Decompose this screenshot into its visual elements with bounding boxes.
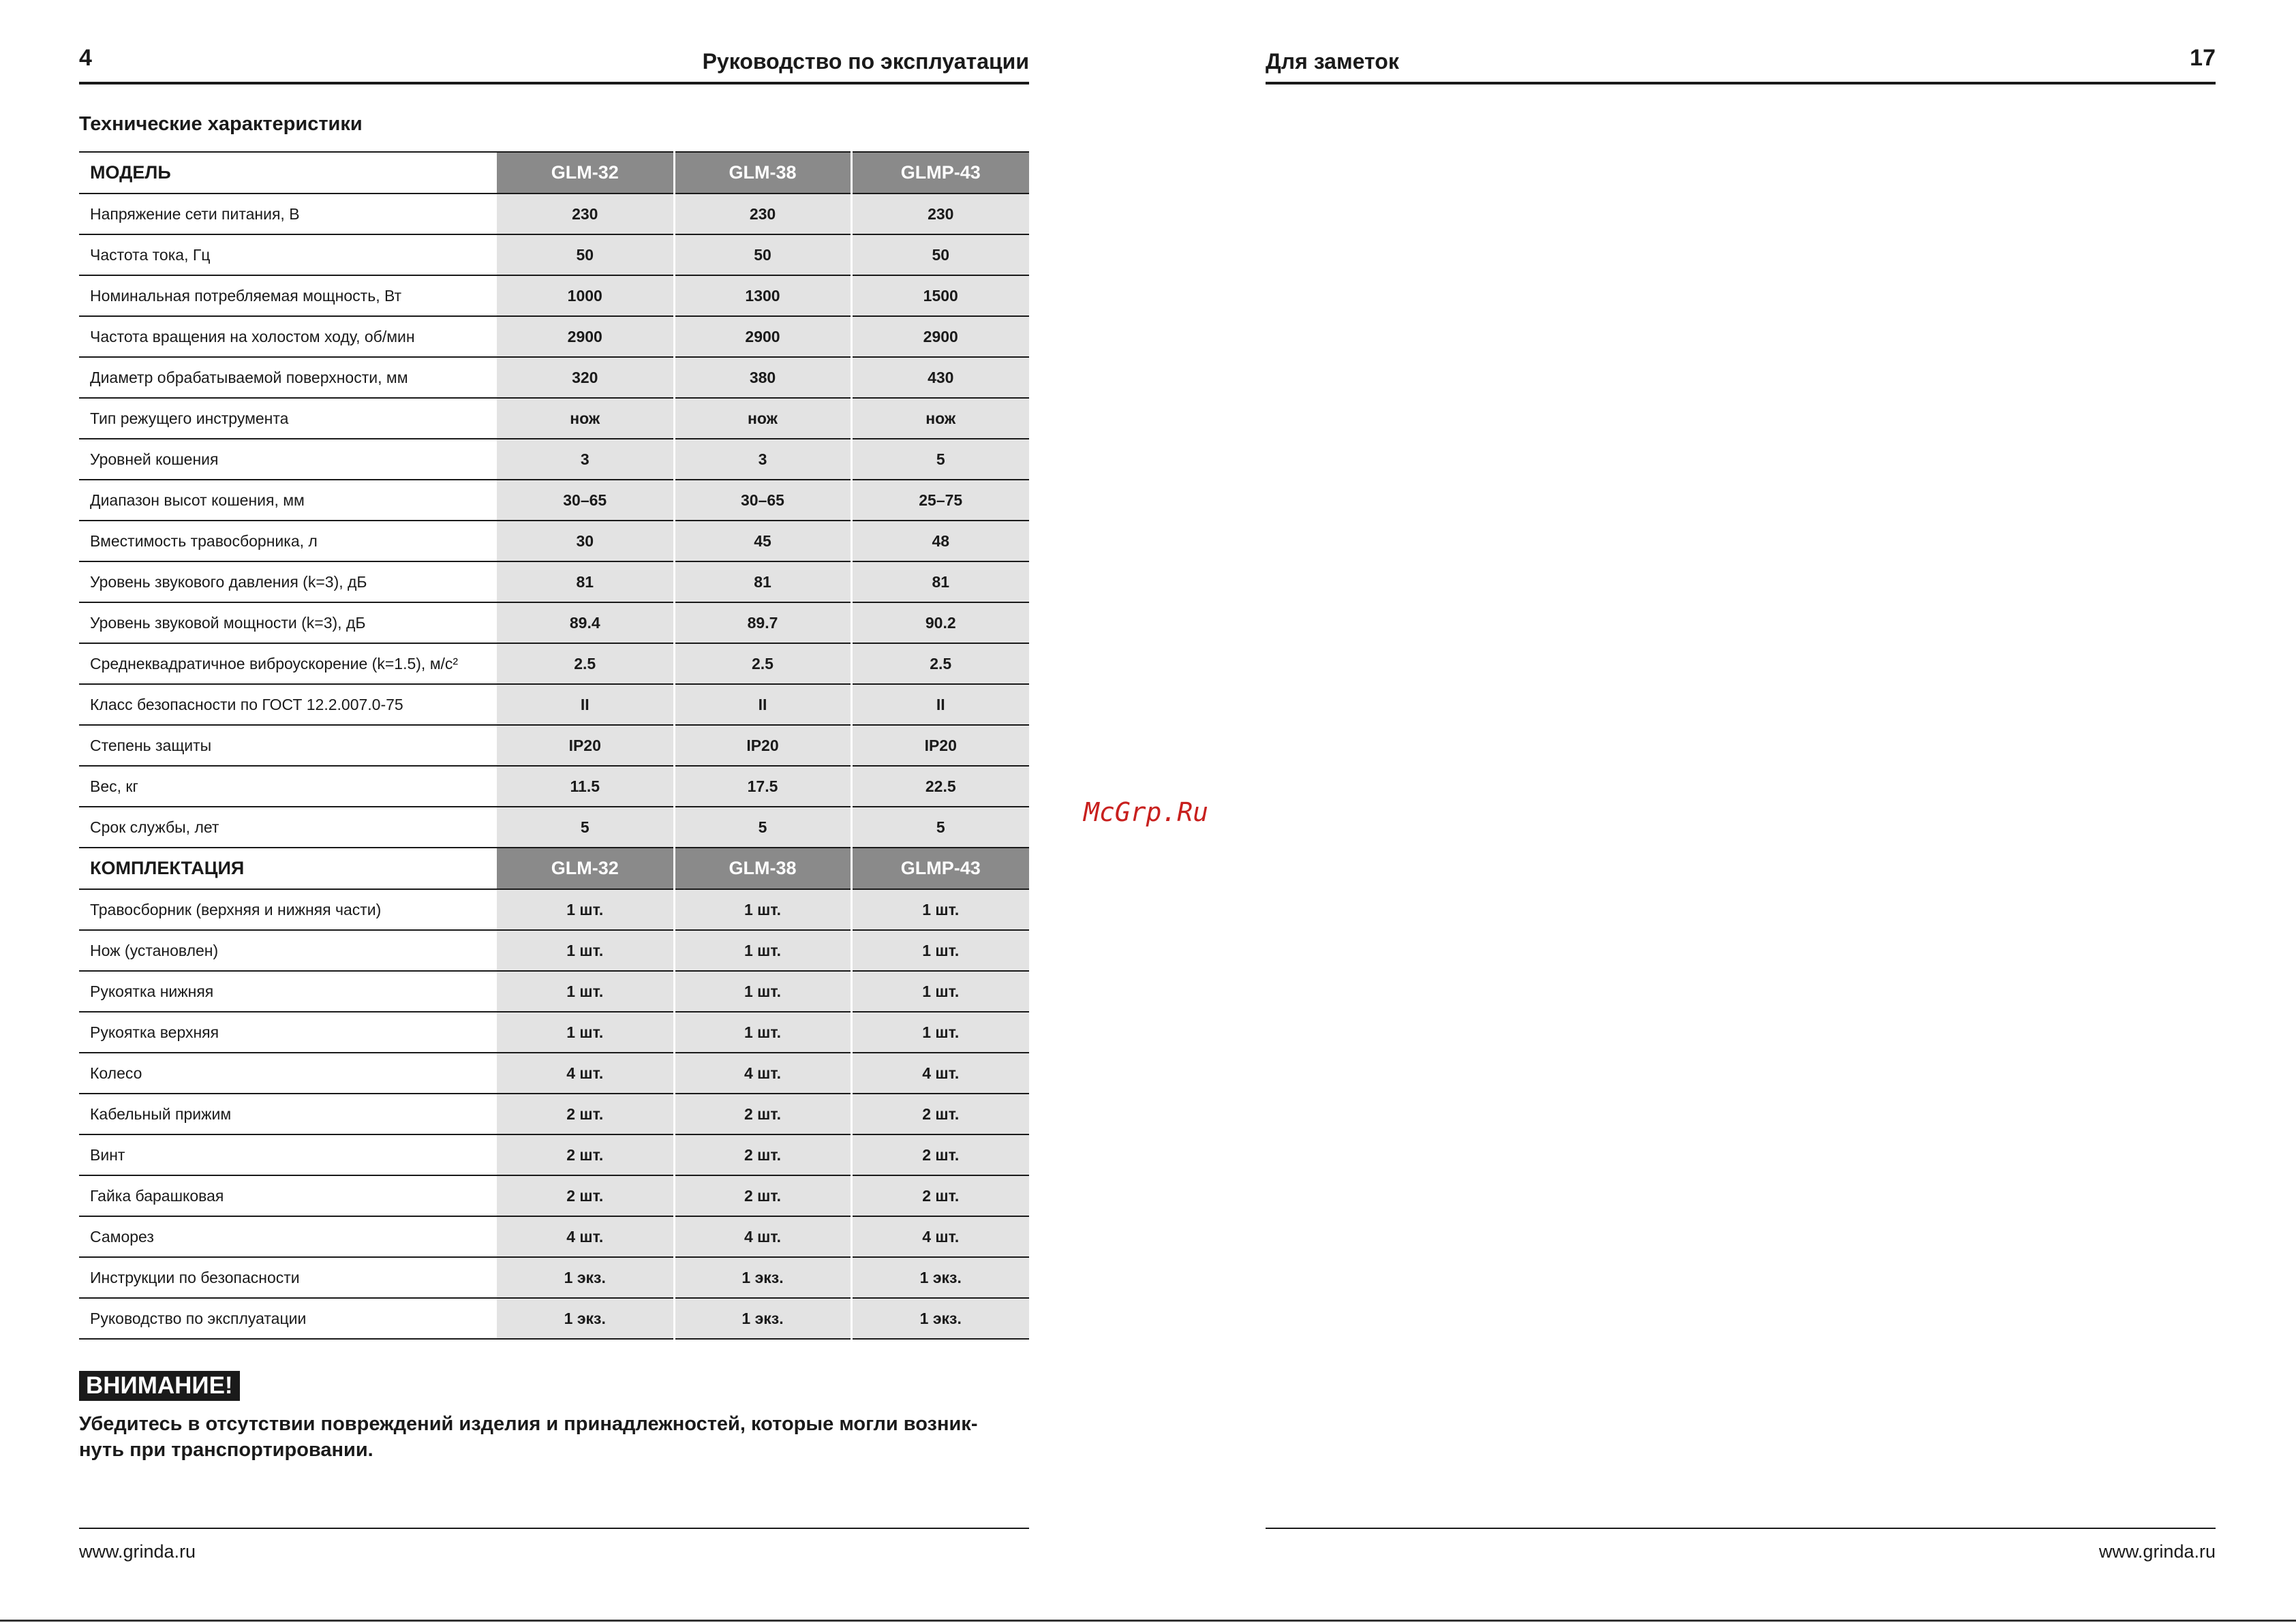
table-row <box>79 1298 1029 1339</box>
value-cell: 81 <box>851 561 1029 602</box>
table-row <box>79 643 1029 684</box>
row-label: Срок службы, лет <box>79 807 497 848</box>
value-cell: 5 <box>851 439 1029 480</box>
value-cell: нож <box>674 398 851 439</box>
value-cell: 45 <box>674 521 851 561</box>
row-label: Вместимость травосборника, л <box>79 521 497 561</box>
row-label: Напряжение сети питания, В <box>79 194 497 234</box>
model-header-cell: GLM-38 <box>674 848 851 889</box>
footer-divider <box>79 1528 1029 1529</box>
table-row <box>79 1012 1029 1053</box>
value-cell: 17.5 <box>674 766 851 807</box>
table-row <box>79 439 1029 480</box>
left-page <box>79 0 1029 1623</box>
value-cell: 22.5 <box>851 766 1029 807</box>
value-cell: 2 шт. <box>674 1134 851 1175</box>
page-header <box>79 44 1029 84</box>
value-cell: 50 <box>674 234 851 275</box>
header-title: Для заметок <box>1266 49 1399 74</box>
value-cell: 89.7 <box>674 602 851 643</box>
value-cell: 1000 <box>497 275 674 316</box>
value-cell: 2900 <box>497 316 674 357</box>
page-number: 17 <box>2190 45 2216 71</box>
value-cell: 1 экз. <box>851 1257 1029 1298</box>
row-label: Уровней кошения <box>79 439 497 480</box>
value-cell: 1 шт. <box>851 1012 1029 1053</box>
table-row <box>79 234 1029 275</box>
value-cell: II <box>851 684 1029 725</box>
value-cell: 1 экз. <box>851 1298 1029 1339</box>
value-cell: 81 <box>674 561 851 602</box>
table-row <box>79 930 1029 971</box>
model-header-cell: GLM-32 <box>497 848 674 889</box>
table-row <box>79 521 1029 561</box>
value-cell: 2.5 <box>497 643 674 684</box>
value-cell: 5 <box>851 807 1029 848</box>
value-cell: 2 шт. <box>497 1134 674 1175</box>
value-cell: 2.5 <box>674 643 851 684</box>
table-row <box>79 602 1029 643</box>
table-row <box>79 971 1029 1012</box>
value-cell: 1 экз. <box>674 1298 851 1339</box>
row-label: Частота тока, Гц <box>79 234 497 275</box>
row-label: Диаметр обрабатываемой поверхности, мм <box>79 357 497 398</box>
row-label: Вес, кг <box>79 766 497 807</box>
value-cell: 2900 <box>674 316 851 357</box>
table-row <box>79 889 1029 930</box>
value-cell: 2 шт. <box>674 1175 851 1216</box>
value-cell: 4 шт. <box>851 1053 1029 1094</box>
value-cell: 1 шт. <box>497 889 674 930</box>
row-label: Класс безопасности по ГОСТ 12.2.007.0-75 <box>79 684 497 725</box>
row-label: Номинальная потребляемая мощность, Вт <box>79 275 497 316</box>
row-label: Рукоятка верхняя <box>79 1012 497 1053</box>
value-cell: 30 <box>497 521 674 561</box>
page-header <box>1266 44 2216 84</box>
table-header-row <box>79 152 1029 194</box>
warning-text-line: Убедитесь в отсутствии повреждений изделия и принадлежностей, которые могли возник- <box>79 1413 978 1435</box>
value-cell: 2 шт. <box>674 1094 851 1134</box>
header-label: КОМПЛЕКТАЦИЯ <box>79 848 497 889</box>
row-label: Уровень звуковой мощности (k=3), дБ <box>79 602 497 643</box>
footer-url[interactable]: www.grinda.ru <box>79 1541 196 1562</box>
value-cell: 230 <box>851 194 1029 234</box>
model-header-cell: GLMP-43 <box>851 152 1029 194</box>
row-label: Травосборник (верхняя и нижняя части) <box>79 889 497 930</box>
model-header-cell: GLM-38 <box>674 152 851 194</box>
row-label: Винт <box>79 1134 497 1175</box>
table-row <box>79 1257 1029 1298</box>
row-label: Среднеквадратичное виброускорение (k=1.5), м/с² <box>79 643 497 684</box>
row-label: Инструкции по безопасности <box>79 1257 497 1298</box>
table-row <box>79 398 1029 439</box>
page-number: 4 <box>79 45 92 71</box>
warning-text-line: нуть при транспортировании. <box>79 1439 373 1461</box>
table-row <box>79 1053 1029 1094</box>
warning-badge: ВНИМАНИЕ! <box>79 1371 240 1401</box>
value-cell: 230 <box>497 194 674 234</box>
row-label: Уровень звукового давления (k=3), дБ <box>79 561 497 602</box>
value-cell: 1 экз. <box>674 1257 851 1298</box>
value-cell: 1 шт. <box>851 930 1029 971</box>
value-cell: IP20 <box>851 725 1029 766</box>
value-cell: 1 шт. <box>851 971 1029 1012</box>
value-cell: нож <box>497 398 674 439</box>
table-row <box>79 357 1029 398</box>
bottom-rule <box>0 1620 2296 1622</box>
value-cell: 89.4 <box>497 602 674 643</box>
spec-table <box>79 151 1029 1340</box>
model-header-cell: GLM-32 <box>497 152 674 194</box>
value-cell: 5 <box>674 807 851 848</box>
value-cell: 2 шт. <box>851 1094 1029 1134</box>
table-row <box>79 766 1029 807</box>
row-label: Гайка барашковая <box>79 1175 497 1216</box>
value-cell: 320 <box>497 357 674 398</box>
value-cell: 2 шт. <box>497 1094 674 1134</box>
value-cell: 230 <box>674 194 851 234</box>
value-cell: 2 шт. <box>497 1175 674 1216</box>
row-label: Нож (установлен) <box>79 930 497 971</box>
value-cell: 50 <box>851 234 1029 275</box>
row-label: Руководство по эксплуатации <box>79 1298 497 1339</box>
footer-divider <box>1266 1528 2216 1529</box>
value-cell: 1 экз. <box>497 1257 674 1298</box>
value-cell: 380 <box>674 357 851 398</box>
row-label: Кабельный прижим <box>79 1094 497 1134</box>
value-cell: нож <box>851 398 1029 439</box>
value-cell: 1 шт. <box>674 889 851 930</box>
value-cell: 30–65 <box>497 480 674 521</box>
value-cell: 1 шт. <box>497 971 674 1012</box>
value-cell: 1 шт. <box>674 930 851 971</box>
row-label: Колесо <box>79 1053 497 1094</box>
value-cell: IP20 <box>497 725 674 766</box>
right-page <box>1266 0 2216 1623</box>
value-cell: 1 шт. <box>674 1012 851 1053</box>
table-row <box>79 725 1029 766</box>
row-label: Рукоятка нижняя <box>79 971 497 1012</box>
value-cell: 1500 <box>851 275 1029 316</box>
table-row <box>79 194 1029 234</box>
table-row <box>79 807 1029 848</box>
model-header-cell: GLMP-43 <box>851 848 1029 889</box>
value-cell: 2 шт. <box>851 1134 1029 1175</box>
value-cell: 48 <box>851 521 1029 561</box>
value-cell: 2900 <box>851 316 1029 357</box>
section-title: Технические характеристики <box>79 113 363 135</box>
row-label: Частота вращения на холостом ходу, об/мин <box>79 316 497 357</box>
row-label: Диапазон высот кошения, мм <box>79 480 497 521</box>
value-cell: 81 <box>497 561 674 602</box>
value-cell: 3 <box>497 439 674 480</box>
row-label: Степень защиты <box>79 725 497 766</box>
table-row <box>79 1216 1029 1257</box>
value-cell: 4 шт. <box>674 1216 851 1257</box>
value-cell: 1 шт. <box>497 930 674 971</box>
watermark: McGrp.Ru <box>1084 797 1209 827</box>
table-header-row <box>79 848 1029 889</box>
value-cell: 4 шт. <box>851 1216 1029 1257</box>
value-cell: 1 шт. <box>851 889 1029 930</box>
value-cell: II <box>674 684 851 725</box>
value-cell: IP20 <box>674 725 851 766</box>
table-row <box>79 316 1029 357</box>
footer-url[interactable]: www.grinda.ru <box>2098 1541 2216 1562</box>
value-cell: 4 шт. <box>497 1216 674 1257</box>
value-cell: 430 <box>851 357 1029 398</box>
table-row <box>79 1134 1029 1175</box>
value-cell: 1 экз. <box>497 1298 674 1339</box>
value-cell: II <box>497 684 674 725</box>
warning-text <box>79 1411 1029 1463</box>
value-cell: 30–65 <box>674 480 851 521</box>
value-cell: 4 шт. <box>674 1053 851 1094</box>
value-cell: 11.5 <box>497 766 674 807</box>
value-cell: 5 <box>497 807 674 848</box>
table-row <box>79 1094 1029 1134</box>
header-label: МОДЕЛЬ <box>79 152 497 194</box>
value-cell: 1 шт. <box>674 971 851 1012</box>
value-cell: 2.5 <box>851 643 1029 684</box>
value-cell: 3 <box>674 439 851 480</box>
value-cell: 2 шт. <box>851 1175 1029 1216</box>
table-row <box>79 275 1029 316</box>
table-row <box>79 1175 1029 1216</box>
value-cell: 4 шт. <box>497 1053 674 1094</box>
table-row <box>79 480 1029 521</box>
value-cell: 1300 <box>674 275 851 316</box>
row-label: Тип режущего инструмента <box>79 398 497 439</box>
value-cell: 25–75 <box>851 480 1029 521</box>
header-title: Руководство по эксплуатации <box>702 49 1029 74</box>
value-cell: 1 шт. <box>497 1012 674 1053</box>
value-cell: 90.2 <box>851 602 1029 643</box>
table-row <box>79 561 1029 602</box>
table-row <box>79 684 1029 725</box>
value-cell: 50 <box>497 234 674 275</box>
row-label: Саморез <box>79 1216 497 1257</box>
